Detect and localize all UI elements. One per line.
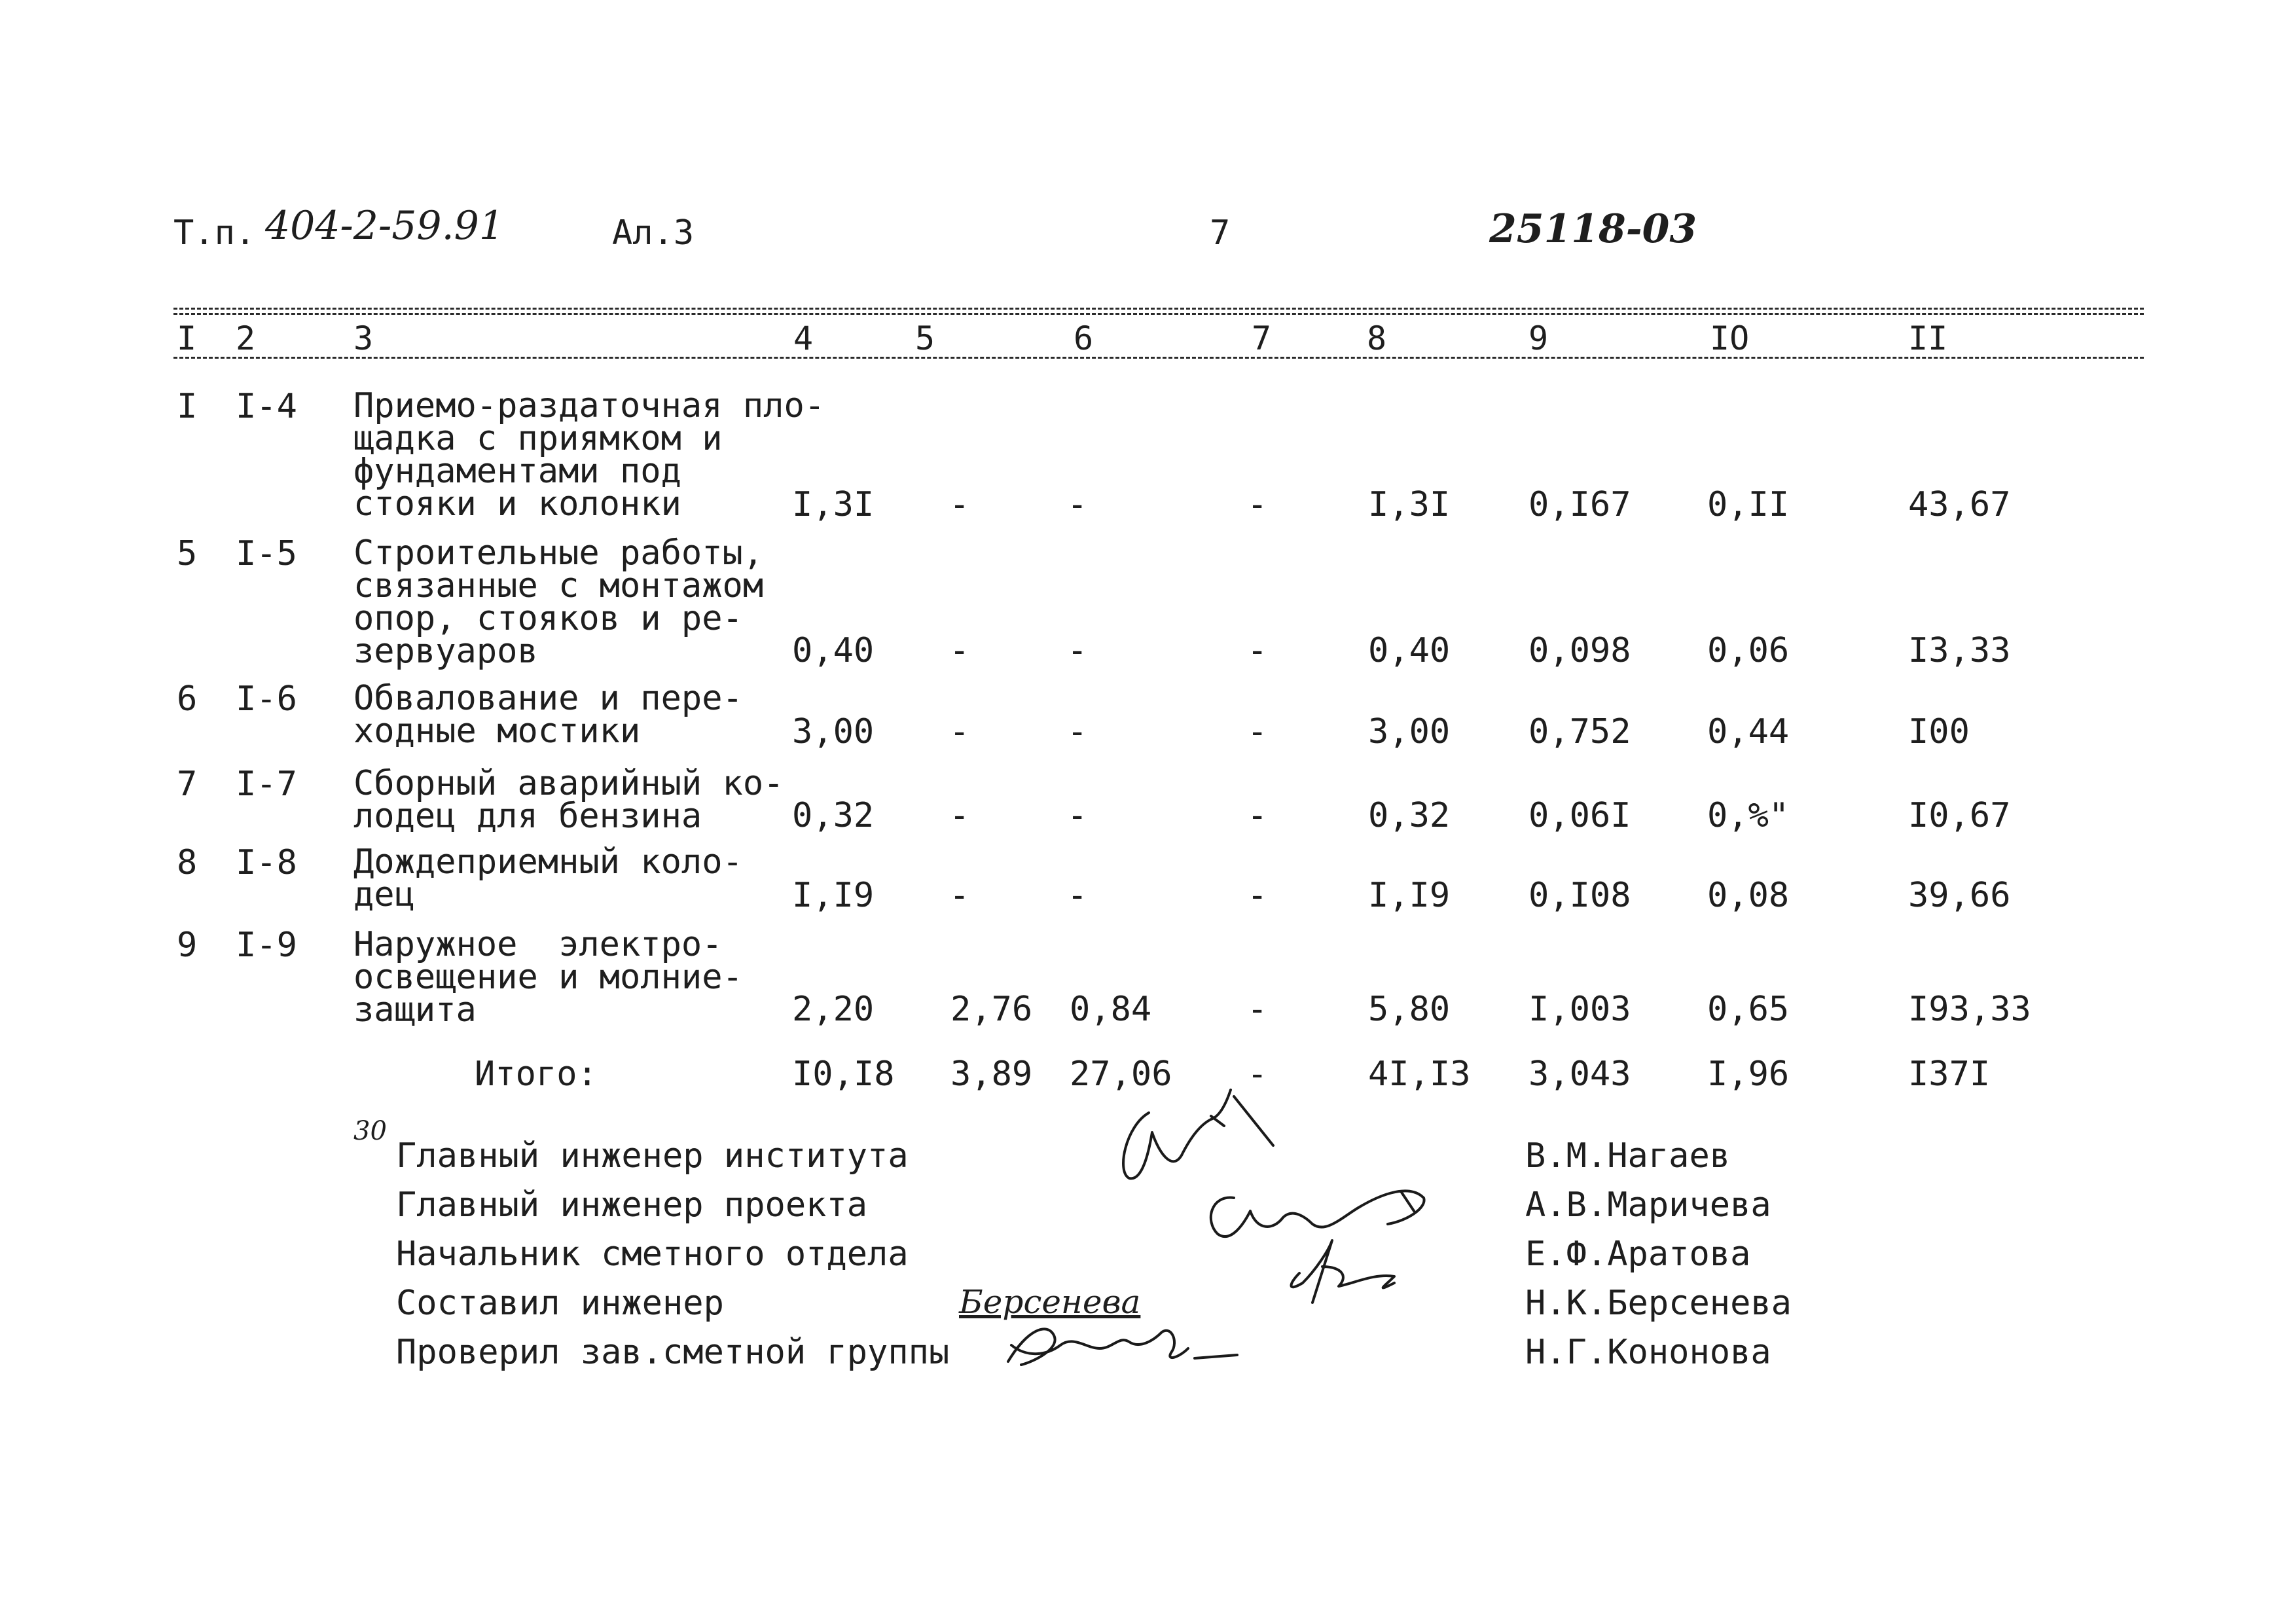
- project-number: 404-2-59.91: [265, 203, 505, 249]
- row-3-c10: 0,44: [1707, 712, 1790, 751]
- row-4-no: 7: [177, 765, 198, 804]
- row-2-c4: 0,40: [792, 631, 875, 670]
- row-5-c8: I,I9: [1368, 876, 1451, 915]
- row-2-no: 5: [177, 534, 198, 573]
- signature-role-3: Начальник сметного отдела: [396, 1235, 909, 1274]
- totals-c8: 4I,I3: [1368, 1055, 1471, 1094]
- row-5-c6: -: [1067, 876, 1088, 915]
- row-4-c7: -: [1247, 796, 1268, 835]
- row-6-c8: 5,80: [1368, 990, 1451, 1029]
- row-1-c4: I,3I: [792, 485, 875, 524]
- row-5-c11: 39,66: [1908, 876, 2011, 915]
- row-6-c11: I93,33: [1908, 990, 2031, 1029]
- totals-c10: I,96: [1707, 1055, 1790, 1094]
- signature-role-5: Проверил зав.сметной группы: [396, 1333, 950, 1372]
- row-4-c9: 0,06I: [1528, 796, 1631, 835]
- page-number: 7: [1210, 213, 1231, 253]
- totals-c4: I0,I8: [792, 1055, 895, 1094]
- row-5-c9: 0,I08: [1528, 876, 1631, 915]
- col-header-10: IO: [1710, 319, 1750, 357]
- row-2-desc-3: опор, стояков и ре-: [353, 599, 743, 638]
- col-header-4: 4: [793, 319, 814, 357]
- row-3-code: I-6: [236, 679, 297, 719]
- row-3-c4: 3,00: [792, 712, 875, 751]
- row-2-desc-2: связанные с монтажом: [353, 566, 764, 605]
- col-header-5: 5: [915, 319, 935, 357]
- row-2-c10: 0,06: [1707, 631, 1790, 670]
- row-2-desc-1: Строительные работы,: [353, 533, 764, 573]
- totals-c11: I37I: [1908, 1055, 1991, 1094]
- row-2-c11: I3,33: [1908, 631, 2011, 670]
- row-6-c4: 2,20: [792, 990, 875, 1029]
- row-5-code: I-8: [236, 843, 297, 882]
- row-1-code: I-4: [236, 387, 297, 426]
- doc-code: 25118-03: [1489, 206, 1697, 252]
- row-6-desc-3: защита: [353, 990, 477, 1030]
- row-6-c6: 0,84: [1070, 990, 1152, 1029]
- row-5-c10: 0,08: [1707, 876, 1790, 915]
- row-6-desc-1: Наружное электро-: [353, 925, 723, 964]
- col-header-11: II: [1908, 319, 1948, 357]
- row-3-c6: -: [1067, 712, 1088, 751]
- signature-nagaev: [1123, 1090, 1273, 1178]
- row-2-desc-4: зервуаров: [353, 632, 538, 671]
- signature-name-3: Е.Ф.Аратова: [1525, 1235, 1751, 1274]
- row-2-c7: -: [1247, 631, 1268, 670]
- handwritten-mark: 30: [353, 1116, 387, 1146]
- row-1-desc-1: Приемо-раздаточная пло-: [353, 386, 825, 425]
- signature-maricheva: [1211, 1191, 1424, 1236]
- col-header-8: 8: [1367, 319, 1387, 357]
- row-1-c6: -: [1067, 485, 1088, 524]
- signature-name-4: Н.К.Берсенева: [1525, 1284, 1792, 1323]
- signature-name-5: Н.Г.Кононова: [1525, 1333, 1771, 1372]
- row-3-c11: I00: [1908, 712, 1970, 751]
- row-3-desc-1: Обвалование и пере-: [353, 679, 743, 718]
- row-4-c6: -: [1067, 796, 1088, 835]
- row-3-c8: 3,00: [1368, 712, 1451, 751]
- row-5-c7: -: [1247, 876, 1268, 915]
- col-header-2: 2: [236, 319, 256, 357]
- row-1-c8: I,3I: [1368, 485, 1451, 524]
- row-6-c10: 0,65: [1707, 990, 1790, 1029]
- row-4-desc-1: Сборный аварийный ко-: [353, 764, 784, 803]
- row-6-desc-2: освещение и молние-: [353, 958, 743, 997]
- row-3-c7: -: [1247, 712, 1268, 751]
- totals-label: Итого:: [475, 1055, 598, 1094]
- row-1-c7: -: [1247, 485, 1268, 524]
- row-4-c8: 0,32: [1368, 796, 1451, 835]
- row-1-c9: 0,I67: [1528, 485, 1631, 524]
- row-1-no: I: [177, 387, 198, 426]
- row-6-c7: -: [1247, 990, 1268, 1029]
- row-2-c9: 0,098: [1528, 631, 1631, 670]
- col-header-6: 6: [1074, 319, 1094, 357]
- doc-prefix: Т.п.: [173, 213, 256, 253]
- row-1-desc-4: стояки и колонки: [353, 484, 681, 524]
- signature-name-1: В.М.Нагаев: [1525, 1136, 1731, 1176]
- row-2-c5: -: [949, 631, 970, 670]
- row-6-no: 9: [177, 926, 198, 965]
- row-2-code: I-5: [236, 534, 297, 573]
- signature-role-1: Главный инженер института: [396, 1136, 909, 1176]
- row-5-no: 8: [177, 843, 198, 882]
- row-4-c11: I0,67: [1908, 796, 2011, 835]
- row-6-code: I-9: [236, 926, 297, 965]
- handwritten-name-berseneva: Берсенева: [959, 1283, 1141, 1321]
- row-5-c4: I,I9: [792, 876, 875, 915]
- signature-role-2: Главный инженер проекта: [396, 1185, 868, 1225]
- row-4-c4: 0,32: [792, 796, 875, 835]
- row-1-c11: 43,67: [1908, 485, 2011, 524]
- col-header-7: 7: [1252, 319, 1272, 357]
- signature-role-4: Составил инженер: [396, 1284, 724, 1323]
- totals-c9: 3,043: [1528, 1055, 1631, 1094]
- row-2-c8: 0,40: [1368, 631, 1451, 670]
- album-label: Ал.3: [612, 213, 695, 253]
- signature-kononova: [1008, 1329, 1237, 1365]
- row-5-desc-2: дец: [353, 875, 415, 914]
- row-1-c10: 0,II: [1707, 485, 1790, 524]
- row-1-desc-3: фундаментами под: [353, 452, 681, 491]
- row-3-c9: 0,752: [1528, 712, 1631, 751]
- row-4-c10: 0,%": [1707, 796, 1790, 835]
- row-4-code: I-7: [236, 765, 297, 804]
- signature-aratova: [1292, 1240, 1395, 1303]
- row-3-c5: -: [949, 712, 970, 751]
- row-5-c5: -: [949, 876, 970, 915]
- row-3-no: 6: [177, 679, 198, 719]
- row-1-desc-2: щадка с приямком и: [353, 419, 723, 458]
- row-4-desc-2: лодец для бензина: [353, 797, 702, 836]
- row-5-desc-1: Дождеприемный коло-: [353, 842, 743, 882]
- row-2-c6: -: [1067, 631, 1088, 670]
- col-header-9: 9: [1528, 319, 1549, 357]
- row-1-c5: -: [949, 485, 970, 524]
- signature-name-2: А.В.Маричева: [1525, 1185, 1771, 1225]
- row-6-c5: 2,76: [950, 990, 1033, 1029]
- row-4-c5: -: [949, 796, 970, 835]
- row-3-desc-2: ходные мостики: [353, 712, 641, 751]
- totals-c5: 3,89: [950, 1055, 1033, 1094]
- col-header-3: 3: [353, 319, 374, 357]
- totals-c6: 27,06: [1070, 1055, 1172, 1094]
- col-header-1: I: [177, 319, 197, 357]
- totals-c7: -: [1247, 1055, 1268, 1094]
- row-6-c9: I,003: [1528, 990, 1631, 1029]
